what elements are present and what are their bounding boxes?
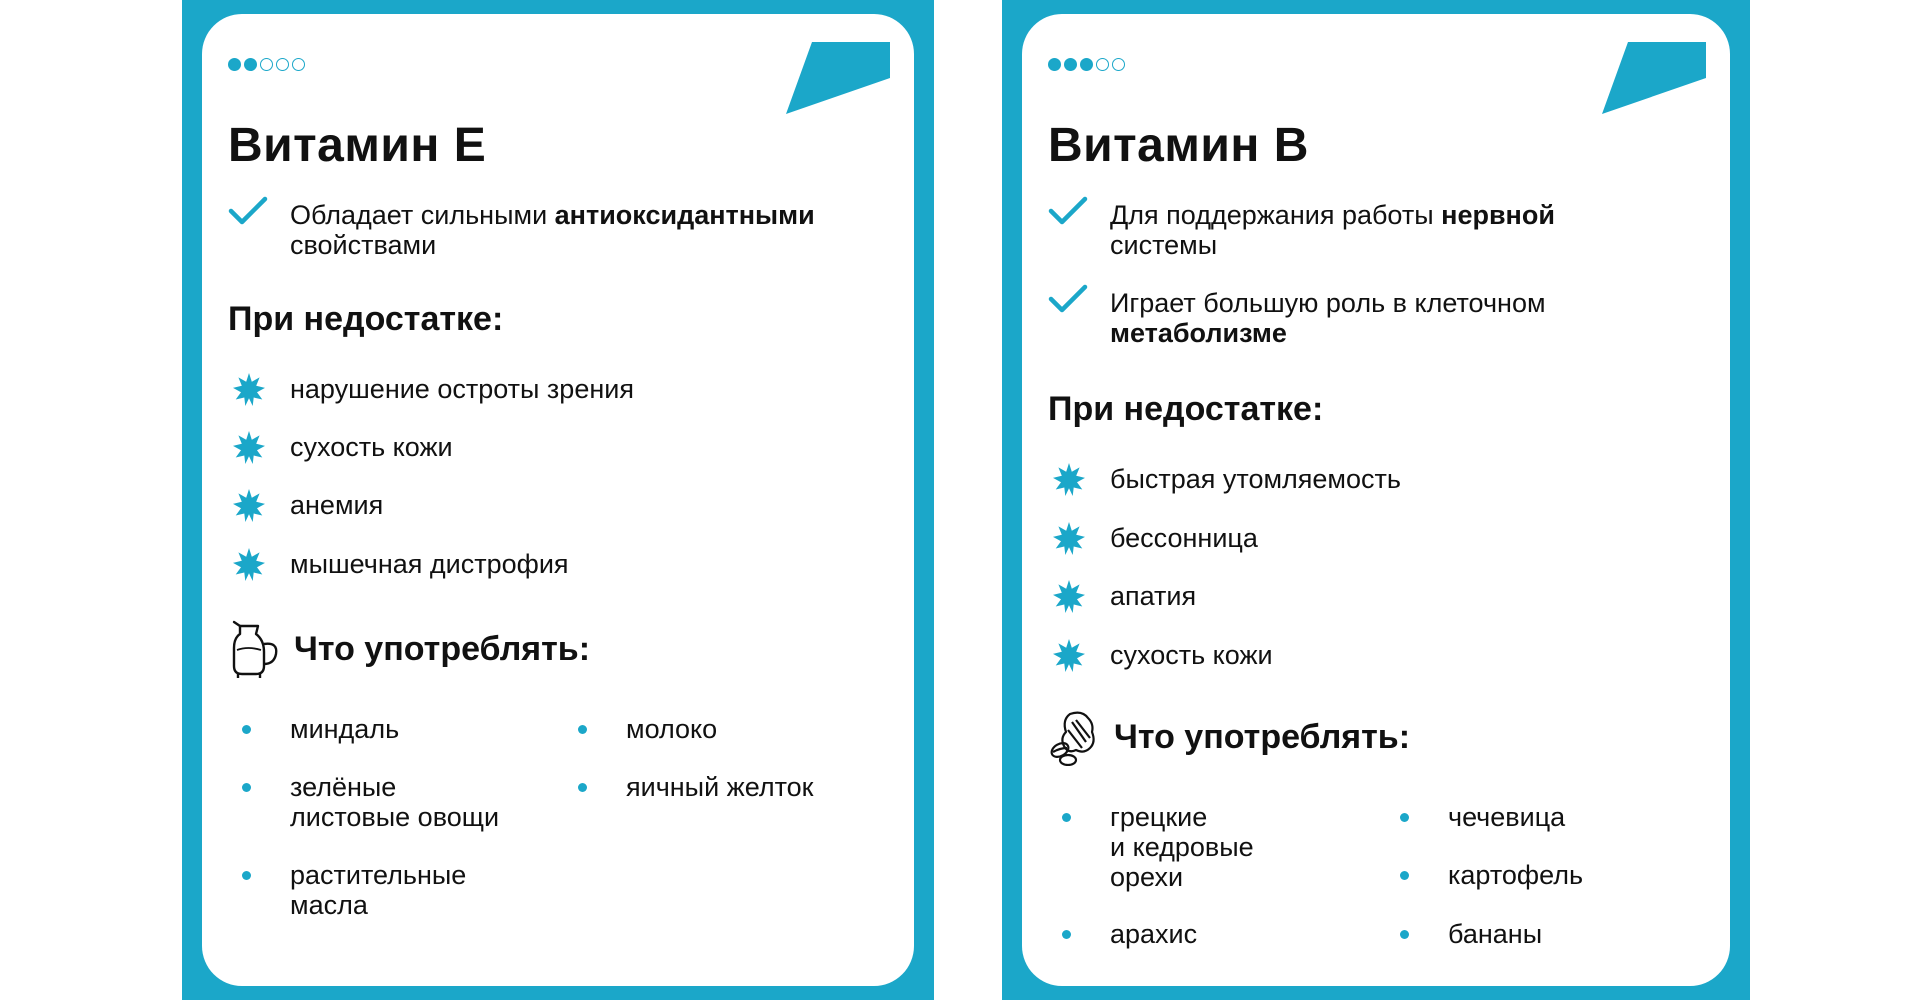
deficiency-item <box>1048 523 1700 555</box>
food-text: миндаль <box>290 714 400 744</box>
vitamin-b-card <box>1022 14 1730 986</box>
food-item <box>228 714 399 744</box>
progress-dot-empty <box>260 58 273 71</box>
card-title: Витамин В <box>1048 119 1309 172</box>
deficiency-item <box>1048 581 1700 613</box>
food-text: растительные масла <box>290 860 467 920</box>
bullet-icon <box>1400 871 1409 880</box>
food-item <box>228 772 499 832</box>
progress-dots <box>228 58 305 71</box>
corner-flag-shape <box>786 42 890 114</box>
food-item <box>228 860 466 920</box>
deficiency-text: мышечная дистрофия <box>290 549 569 579</box>
vitamin-e-card <box>202 14 914 986</box>
corner-flag-shape <box>1602 42 1706 114</box>
deficiency-item <box>228 549 884 581</box>
progress-dot-filled <box>1080 58 1093 71</box>
bullet-icon <box>578 783 587 792</box>
benefit-item <box>228 200 884 260</box>
starburst-icon <box>1052 638 1086 672</box>
food-text: арахис <box>1110 919 1198 949</box>
benefit-text: Для поддержания работы нервной системы <box>1110 200 1555 260</box>
deficiency-item <box>228 432 884 464</box>
starburst-icon <box>232 547 266 581</box>
benefit-text: Обладает сильными антиоксидантными свойствами <box>290 200 815 260</box>
starburst-icon <box>1052 579 1086 613</box>
bullet-icon <box>242 725 251 734</box>
bullet-icon <box>1062 813 1071 822</box>
benefit-text: Играет большую роль в клеточном метаболизме <box>1110 288 1546 348</box>
food-text: яичный желток <box>626 772 814 802</box>
eat-heading <box>1048 708 1410 766</box>
food-text: грецкие и кедровые орехи <box>1110 802 1254 892</box>
nuts-icon <box>1048 708 1102 766</box>
benefit-item <box>1048 200 1700 260</box>
deficiency-text: нарушение остроты зрения <box>290 374 634 404</box>
deficiency-text: сухость кожи <box>1110 640 1273 670</box>
deficiency-item <box>1048 640 1700 672</box>
deficiency-text: апатия <box>1110 581 1197 611</box>
progress-dot-empty <box>1112 58 1125 71</box>
deficiency-text: быстрая утомляемость <box>1110 464 1401 494</box>
deficiency-item <box>228 490 884 522</box>
deficiency-text: сухость кожи <box>290 432 453 462</box>
card-title: Витамин Е <box>228 119 487 172</box>
bullet-icon <box>1062 930 1071 939</box>
check-icon <box>1048 284 1088 314</box>
food-item <box>1048 802 1254 892</box>
starburst-icon <box>232 430 266 464</box>
food-item <box>1386 802 1565 832</box>
eat-title: Что употреблять: <box>294 629 591 668</box>
food-text: бананы <box>1448 919 1543 949</box>
deficiency-text: бессонница <box>1110 523 1258 553</box>
starburst-icon <box>1052 521 1086 555</box>
food-item <box>1048 919 1197 949</box>
progress-dot-empty <box>276 58 289 71</box>
progress-dot-empty <box>292 58 305 71</box>
deficiency-item <box>228 374 884 406</box>
food-text: картофель <box>1448 860 1584 890</box>
eat-title: Что употреблять: <box>1114 717 1411 756</box>
progress-dot-filled <box>1048 58 1061 71</box>
vitamin-e-card-frame <box>182 0 934 1000</box>
bullet-icon <box>1400 813 1409 822</box>
bullet-icon <box>1400 930 1409 939</box>
food-item <box>1386 919 1542 949</box>
deficiency-item <box>1048 464 1700 496</box>
deficiency-text: анемия <box>290 490 384 520</box>
check-icon <box>228 196 268 226</box>
progress-dot-filled <box>1064 58 1077 71</box>
food-text: зелёные листовые овощи <box>290 772 500 832</box>
bullet-icon <box>242 783 251 792</box>
milk-jug-icon <box>228 620 282 678</box>
food-item <box>564 772 814 802</box>
bullet-icon <box>242 871 251 880</box>
check-icon <box>1048 196 1088 226</box>
deficiency-title: При недостатке: <box>1048 390 1324 428</box>
deficiency-title: При недостатке: <box>228 300 504 338</box>
progress-dots <box>1048 58 1125 71</box>
food-text: чечевица <box>1448 802 1566 832</box>
benefit-item <box>1048 288 1700 348</box>
food-item <box>1386 860 1583 890</box>
progress-dot-filled <box>228 58 241 71</box>
bullet-icon <box>578 725 587 734</box>
progress-dot-empty <box>1096 58 1109 71</box>
food-text: молоко <box>626 714 718 744</box>
starburst-icon <box>232 372 266 406</box>
starburst-icon <box>232 488 266 522</box>
vitamin-b-card-frame <box>1002 0 1750 1000</box>
eat-heading <box>228 620 590 678</box>
food-item <box>564 714 717 744</box>
starburst-icon <box>1052 462 1086 496</box>
progress-dot-filled <box>244 58 257 71</box>
